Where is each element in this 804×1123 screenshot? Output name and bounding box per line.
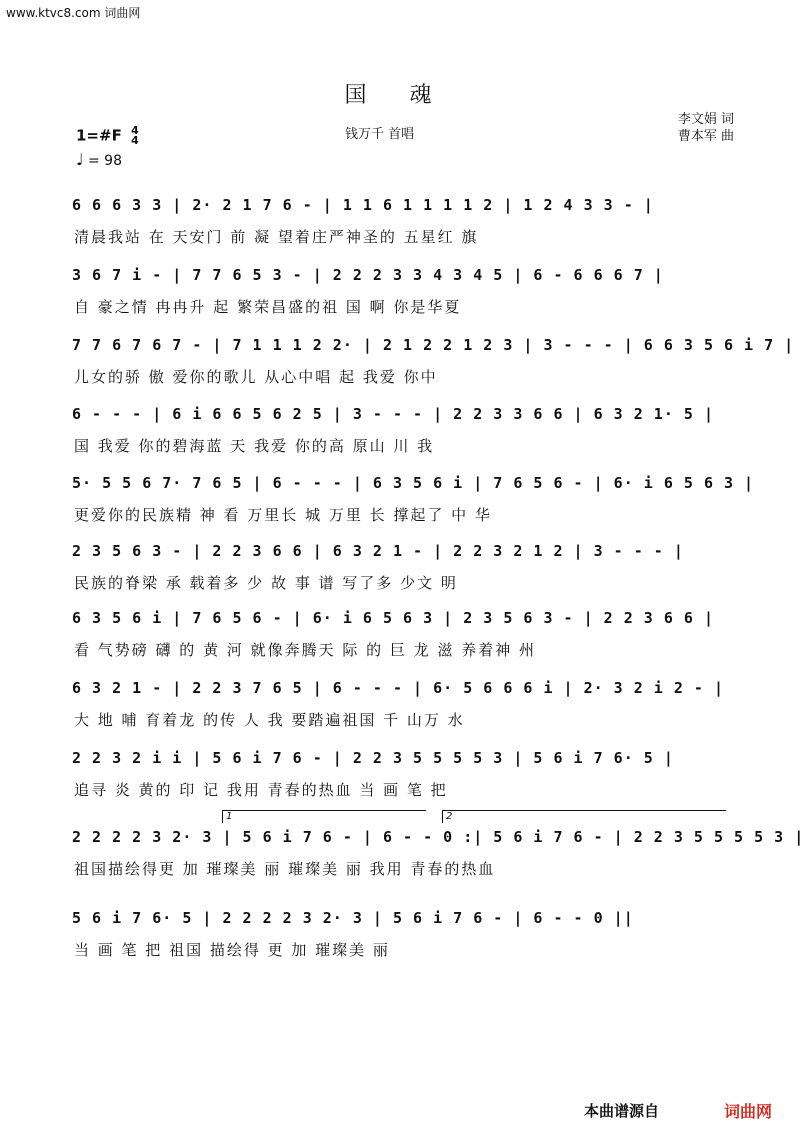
- singer-credit: 钱万千 首唱: [345, 127, 415, 142]
- notation-line: 6 3 2 1 - | 2 2 3 7 6 5 | 6 - - - | 6· 5 6 6 6 i | 2· 3 2 i 2 - |: [72, 679, 724, 697]
- notation-line: 6 6 6 3 3 | 2· 2 1 7 6 - | 1 1 6 1 1 1 1 2 | 1 2 4 3 3 - |: [72, 196, 654, 214]
- meter-bottom: 4: [131, 134, 139, 147]
- site-watermark[interactable]: [6, 4, 140, 21]
- lyrics-line: 追寻 炎 黄的 印 记 我用 青春的热血 当 画 笔 把: [74, 781, 448, 799]
- lyrics-line: 当 画 笔 把 祖国 描绘得 更 加 璀璨美 丽: [74, 941, 390, 959]
- notation-line: 7 7 6 7 6 7 - | 7 1 1 1 2 2· | 2 1 2 2 1 2 3 | 3 - - - | 6 6 3 5 6 i 7 |: [72, 336, 795, 354]
- lyrics-line: 清晨我站 在 天安门 前 凝 望着庄严神圣的 五星红 旗: [74, 228, 479, 246]
- song-title: 国 魂: [344, 83, 450, 108]
- lyrics-line: 儿女的骄 傲 爱你的歌儿 从心中唱 起 我爱 你中: [74, 368, 438, 386]
- site-logo[interactable]: 词曲网: [724, 1102, 773, 1121]
- notation-line: 3 6 7 i - | 7 7 6 5 3 - | 2 2 2 3 3 4 3 4 5 | 6 - 6 6 6 7 |: [72, 266, 664, 284]
- volta-bracket: 2: [442, 810, 726, 823]
- site-name: 词曲网: [104, 6, 141, 20]
- tempo-marking: [76, 150, 122, 169]
- notation-line: 2 2 2 2 3 2· 3 | 5 6 i 7 6 - | 6 - - 0 :| 5 6 i 7 6 - | 2 2 3 5 5 5 5 3 |: [72, 828, 804, 846]
- composer-credit: 曹本军 曲: [677, 129, 734, 144]
- key-label: 1=#F: [76, 126, 122, 145]
- tempo-value: = 98: [88, 153, 122, 169]
- notation-line: 2 3 5 6 3 - | 2 2 3 6 6 | 6 3 2 1 - | 2 2 3 2 1 2 | 3 - - - |: [72, 542, 684, 560]
- lyrics-line: 国 我爱 你的碧海蓝 天 我爱 你的高 原山 川 我: [74, 437, 435, 455]
- lyrics-line: 看 气势磅 礴 的 黄 河 就像奔腾天 际 的 巨 龙 滋 养着神 州: [74, 641, 536, 659]
- site-url[interactable]: www.ktvc8.com: [6, 6, 101, 20]
- lyrics-line: 祖国描绘得更 加 璀璨美 丽 璀璨美 丽 我用 青春的热血: [74, 860, 496, 878]
- lyricist-credit: 李文娟 词: [677, 112, 734, 127]
- time-signature: [131, 126, 139, 146]
- lyrics-line: 民族的脊梁 承 载着多 少 故 事 谱 写了多 少文 明: [74, 574, 458, 592]
- notation-line: 5· 5 5 6 7· 7 6 5 | 6 - - - | 6 3 5 6 i | 7 6 5 6 - | 6· i 6 5 6 3 |: [72, 474, 755, 492]
- volta-bracket: 1: [222, 810, 426, 823]
- lyrics-line: 大 地 哺 育着龙 的传 人 我 要踏遍祖国 千 山万 水: [74, 711, 465, 729]
- meter-top: 4: [131, 124, 139, 137]
- lyrics-line: 自 豪之情 冉冉升 起 繁荣昌盛的祖 国 啊 你是华夏: [74, 298, 462, 316]
- notation-line: 6 - - - | 6 i 6 6 5 6 2 5 | 3 - - - | 2 2 3 3 6 6 | 6 3 2 1· 5 |: [72, 405, 714, 423]
- quarter-note-icon: ♩: [76, 150, 84, 169]
- notation-line: 6 3 5 6 i | 7 6 5 6 - | 6· i 6 5 6 3 | 2 3 5 6 3 - | 2 2 3 6 6 |: [72, 609, 714, 627]
- lyrics-line: 更爱你的民族精 神 看 万里长 城 万里 长 撑起了 中 华: [74, 506, 492, 524]
- source-footer: 本曲谱源自: [584, 1102, 660, 1120]
- notation-line: 2 2 3 2 i i | 5 6 i 7 6 - | 2 2 3 5 5 5 5 3 | 5 6 i 7 6· 5 |: [72, 749, 674, 767]
- notation-line: 5 6 i 7 6· 5 | 2 2 2 2 3 2· 3 | 5 6 i 7 6 - | 6 - - 0 ||: [72, 909, 634, 927]
- key-signature: [76, 126, 139, 146]
